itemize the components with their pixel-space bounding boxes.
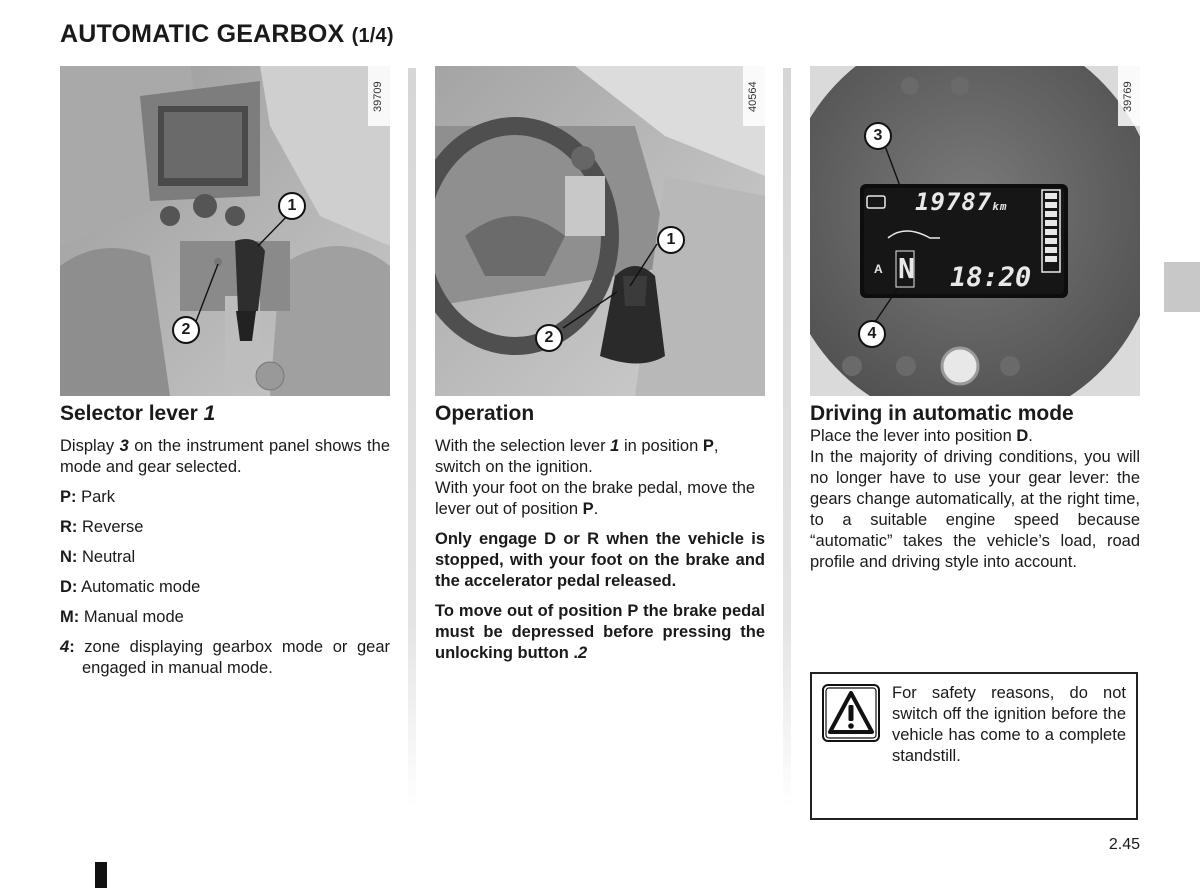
body-text: Place the lever into position [810, 427, 1017, 445]
callout-1: 1 [278, 192, 306, 220]
page-number: 2.45 [1108, 836, 1140, 853]
unlock-text: To move out of position P the brake pedal must be depressed before pressing the unlocking button . [435, 602, 765, 662]
page-title [60, 20, 394, 49]
operation-illustration [435, 66, 765, 396]
mode-key: M: [60, 608, 80, 626]
operation-paragraph-2 [435, 478, 765, 520]
body-text: . [1028, 427, 1033, 445]
heading-text: Selector lever [60, 402, 198, 425]
callout-2: 2 [535, 324, 563, 352]
column-automatic-mode [810, 402, 1140, 582]
warning-triangle-icon [822, 684, 880, 742]
figure-selector-lever [60, 66, 390, 396]
callout-2: 2 [172, 316, 200, 344]
figure-ref-number: 39709 [372, 81, 384, 112]
figure-ref-number: 39769 [1122, 81, 1134, 112]
automatic-paragraph-2: In the majority of driving conditions, you will no longer have to use your gear lever: the gears change automatically, at the right time, to a suitable engine speed because “automatic” takes the vehicle’s load, road profile and driving style into account. [810, 448, 1140, 571]
mode-label: Reverse [77, 518, 144, 536]
position-ref: D [1016, 427, 1029, 445]
display-gear: N [898, 252, 915, 285]
mode-label: Automatic mode [77, 578, 201, 596]
odometer-unit: km [992, 200, 1008, 213]
body-text: , switch on the ignition. [435, 437, 719, 476]
display-clock: 18:20 [950, 262, 1032, 293]
figure-ref-number: 40564 [747, 81, 759, 112]
section-tab [1164, 262, 1200, 312]
zone-colon: : [69, 638, 75, 656]
mode-label: Manual mode [79, 608, 184, 626]
display-odometer [915, 188, 1008, 216]
figure-instrument-display [810, 66, 1140, 396]
body-text: With your foot on the brake pedal, move the lever out of position [435, 479, 756, 518]
body-text: . [593, 500, 599, 518]
intro-ref: 3 [119, 437, 129, 455]
column-operation [435, 402, 765, 673]
page-title-text: AUTOMATIC GEARBOX [60, 20, 345, 48]
instrument-display-illustration [810, 66, 1140, 396]
callout-1: 1 [657, 226, 685, 254]
section-heading: Driving in automatic mode [810, 402, 1074, 425]
mode-label: Park [76, 488, 116, 506]
mode-n [60, 547, 390, 568]
intro-text: on the instrument panel shows the mode and gear selected. [60, 437, 390, 476]
operation-note-bold: Only engage D or R when the vehicle is stopped, with your foot on the brake and the accelerator pedal released. [435, 530, 765, 590]
display-mode: A [874, 262, 883, 276]
corner-mark [95, 862, 107, 888]
mode-label: Neutral [77, 548, 136, 566]
selector-lever-illustration [60, 66, 390, 396]
button-ref: 2 [577, 644, 588, 662]
zone-text: zone displaying gearbox mode or gear engaged in manual mode. [82, 638, 390, 677]
callout-3: 3 [864, 122, 892, 150]
mode-m [60, 607, 390, 628]
lever-ref: 1 [610, 437, 620, 455]
operation-paragraph-1 [435, 436, 765, 478]
body-text: With the selection lever [435, 437, 611, 455]
intro-text: Display [60, 437, 120, 455]
column-selector-lever [60, 402, 390, 688]
heading-ref: 1 [203, 402, 216, 425]
mode-d [60, 577, 390, 598]
zone-ref: 4 [60, 638, 70, 656]
mode-key: R: [60, 518, 78, 536]
callout-4: 4 [858, 320, 886, 348]
warning-text: For safety reasons, do not switch off the ignition before the vehicle has come to a complete standstill. [892, 684, 1126, 765]
section-heading [60, 402, 390, 426]
mode-key: D: [60, 578, 78, 596]
column-separator [408, 68, 416, 808]
intro-paragraph [60, 436, 390, 478]
body-text: in position [619, 437, 703, 455]
operation-unlock-note [435, 601, 765, 664]
zone-paragraph [60, 637, 390, 679]
odometer-value: 19787 [915, 188, 993, 216]
column-separator [783, 68, 791, 808]
figure-operation [435, 66, 765, 396]
mode-p [60, 487, 390, 508]
position-ref: P [582, 500, 594, 518]
mode-r [60, 517, 390, 538]
section-body [435, 436, 765, 664]
page-title-suffix: (1/4) [351, 25, 394, 47]
section-body [60, 436, 390, 679]
automatic-paragraph-1 [810, 426, 1140, 447]
section-heading: Operation [435, 402, 535, 425]
section-body [810, 426, 1140, 573]
mode-key: P: [60, 488, 77, 506]
position-ref: P [702, 437, 714, 455]
mode-key: N: [60, 548, 78, 566]
